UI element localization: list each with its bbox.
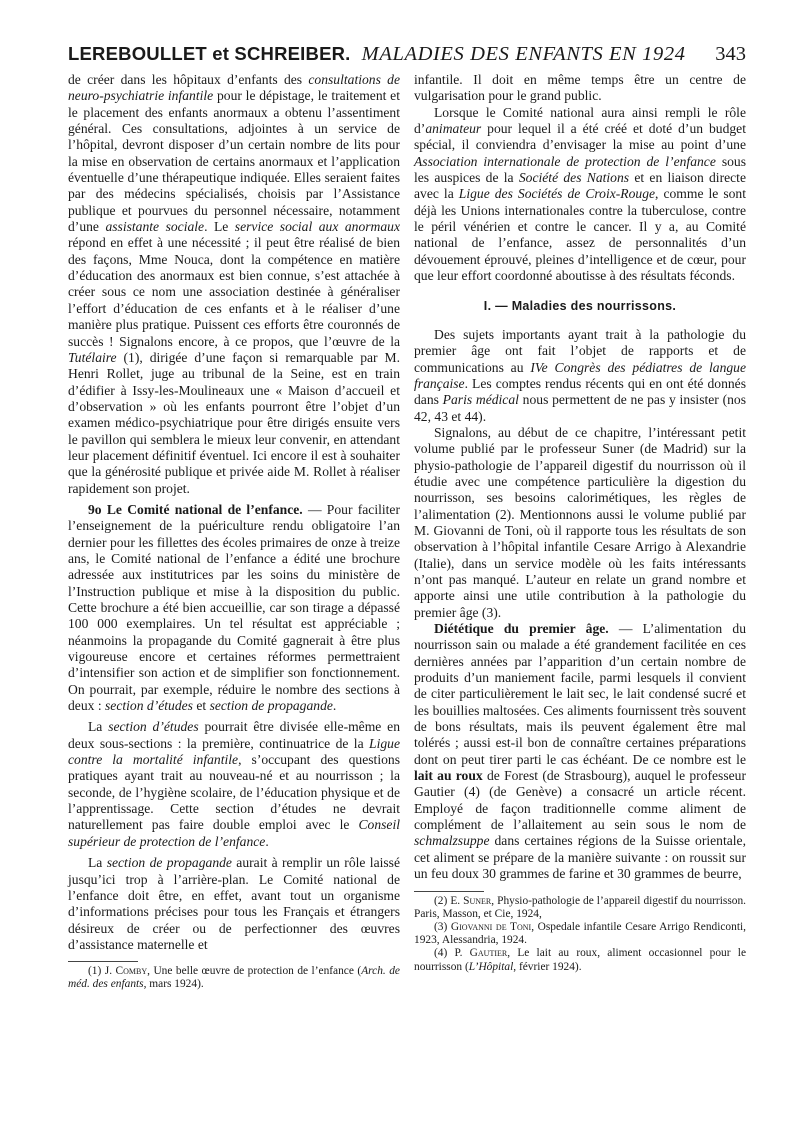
paragraph-signalons: Signalons, au début de ce chapitre, l’intéressant petit volume publié par le professeur Suner (de Madrid) sur la physio-pathologie de l’appareil digestif du nourrisson où il étudie avec une compétence particulière la digestion du nourrisson, ses besoins calorimétiques, les règles de l’alimentation (2). Mentionnons aussi le volume publié par M. Giovanni de Toni, où il rapporte tous les résultats de son observation à l’hôpital infantile Cesare Arrigo à Alexandrie (Italie), dans un service modèle où les faits intéressants n’ont pas manqué. L’auteur en relate un grand nombre et apporte ainsi une utile contribution à la pathologie du premier âge (3). [414, 424, 746, 620]
text-run: aurait à remplir un rôle laissé jusqu’ici trop à l’arrière-plan. Le Comité national de l’enfance doit être, en effet, avant tout un organisme d’informations précises pour tous les Français et étrangers désireux de créer ou de perfectionner des œuvres d’assistance maternelle et [68, 855, 401, 952]
bold-run: lait au roux [414, 768, 483, 784]
text-run: — Pour faciliter l’enseignement de la puériculture rendu obligatoire l’an dernier pour les fillettes des écoles primaires de onze à treize ans, le Comité national de l’enfance a édité une brochure adressée aux institutrices par les soins du ministère de l’Instruction publique et mise à la disposition du public. Cette brochure a été bien accueillie, car son tirage a dépassé 100 000 exemplaires. Un tel résultat est appréciable ; néanmoins la propagande du Comité gagnerait à être plus vigoureuse encore et certaines réformes permettraient d’intensifier son action et de simplifier son fonctionnement. On pourrait, par exemple, réduire le nombre des sections à deux : [68, 501, 400, 714]
italic-run: consultations de neuro-psychiatrie infantile [68, 72, 401, 104]
paragraph-association-internationale [414, 105, 746, 285]
footnote-divider [414, 891, 484, 892]
text-run: — L’alimentation du nourrisson sain ou malade a été grandement facilitée en ces dernières années par l’apparition d’un certain nombre de produits d’un maniement facile, parmi lesquels il convient de citer particulièrement le lait sec, le lait condensé sucré et les bouillies maltosées. Ces aliments fournissent très souvent de bons résultats, mais ils peuvent également être mal tolérés ; aussi est-il bon de connaître certaines préparations dont on peut tirer parti le cas échéant. De ce nombre est le [414, 621, 746, 767]
italic-run: Ligue des Sociétés de Croix-Rouge [458, 186, 656, 202]
italic-run: IVe Congrès des pédiatres de langue française [414, 359, 746, 391]
text-run: et en liaison directe avec la [414, 170, 746, 202]
page-number: 343 [715, 43, 746, 65]
paragraph-section-etudes [68, 719, 400, 850]
text-run: , Le lait au roux, aliment occasionnel pour le nourrisson ( [414, 947, 746, 973]
text-run: La [88, 719, 109, 735]
text-run: répond en effet à une nécessité ; il peut être réalisé de bien des façons, Mme Nouca, dont la compétence en matière d’éducation des anormaux est bien connue, s’est attachée à créer sous ce nom une association destinée à généraliser l’effort d’éducation de ces enfants et à le réaliser d’une manière plus pratique. Puissent ces efforts être couronnés de succès ! Signalons encore, à ce propos, que l’œuvre de la [68, 235, 400, 349]
italic-run: Arch. de méd. des enfants [68, 965, 400, 991]
text-run: , s’occupant des questions pratiques ayant trait au nouveau-né et au nourrisson ; la seconde, de l’hygiène scolaire, de l’éducation physique et de l’apprentissage. Cette section d’études ne devrait naturellement pas faire double emploi avec le [68, 752, 400, 833]
running-header [68, 42, 746, 68]
text-run: nous permettent de ne pas y insister (nos 42, 43 et 44). [414, 392, 746, 424]
text-run: sous les auspices de la [414, 153, 746, 186]
header-authors: LEREBOULLET et SCHREIBER. [68, 43, 351, 64]
text-run: , comme le sont déjà les Unions internationales contre la tuberculose, contre le péril vénérien et contre le cancer. Il y a, au Comité national de l’enfance, assez de personnalités d’un dévouement éprouvé, pleines d’intelligence et de cœur, pour que leur effort coordonné aboutisse à des résultats féconds. [414, 186, 747, 284]
italic-run: Ligue contre la mortalité infantile [68, 735, 400, 768]
text-run: . [332, 698, 337, 714]
text-run: pourrait être divisée elle-même en deux sous-sections : la première, continuatrice de la [68, 719, 400, 751]
text-run: de Forest (de Strasbourg), auquel le professeur Gautier (4) (de Genève) a consacré un article récent. Employé de façon traditionnelle comme aliment de complément de l’allaitement au sein sous le nom de [414, 768, 746, 833]
italic-run: service social aux anormaux [234, 219, 400, 235]
text-run: pour lequel il a été créé et doté d’un budget spécial, il conviendra d’envisager la mise au point d’une [414, 121, 746, 153]
italic-run: assistante sociale [105, 219, 205, 235]
text-run: (1), dirigée d’une façon si remarquable par M. Henri Rollet, juge au tribunal de la Seine, est en train d’édifier à Issy-les-Moulineaux une « Maison d’accueil et d’observation » où les enfants pourront être l’objet d’un examen médico-psychiatrique pour être dirigés ensuite vers le pavillon qui semblera le mieux leur convenir, en attendant leur placement définitif éventuel. Ici encore il est à souhaiter que la générosité publique et privée aide M. Rollet à réaliser rapidement son projet. [68, 349, 400, 496]
paragraph-congres [414, 327, 746, 425]
two-column-body [68, 72, 746, 992]
italic-run: section d’études [105, 698, 193, 714]
italic-run: schmalzsuppe [414, 833, 490, 849]
italic-run: L’Hôpital [468, 960, 514, 973]
footnote-author: J. Comby [104, 965, 148, 978]
italic-run: Société des Nations [518, 170, 630, 186]
text-run: (3) [434, 920, 451, 933]
text-run: (4) [434, 947, 455, 960]
text-run: . Le [204, 219, 235, 235]
text-run: , février 1924). [513, 960, 582, 973]
italic-run: Tutélaire [68, 349, 117, 365]
header-separator [351, 42, 356, 66]
text-run: et [192, 698, 210, 714]
section-heading: I. — Maladies des nourrissons. [483, 299, 677, 314]
footnote-4 [414, 947, 746, 973]
italic-run: Conseil supérieur de protection de l’enfance [68, 817, 400, 849]
text-run: pour le dépistage, le traitement et le placement des enfants anormaux a obtenu l’assentiment général. Ces consultations, adjointes à un service de l’hôpital, devront disposer d’un certain nombre de lits pour la mise en observation de certains anormaux et l’application éventuelle d’une thérapeutique indiquée. Elles seraient faites par des médecins spécialisés, choisis par l’Assistance publique et pourvues du personnel nécessaire, notamment d’une [68, 88, 400, 235]
footnote-author: E. Suner [450, 894, 492, 907]
paragraph-consultations [68, 72, 400, 497]
text-run: de créer dans les hôpitaux d’enfants des [68, 72, 309, 87]
italic-run: Association internationale de protection de l’enfance [414, 153, 716, 169]
left-column [68, 72, 400, 992]
italic-run: section de propagande [209, 698, 333, 714]
text-run: , Une belle œuvre de protection de l’enfance ( [147, 965, 362, 978]
right-column [414, 72, 746, 992]
header-title: MALADIES DES ENFANTS EN 1924 [361, 43, 686, 65]
footnote-divider [68, 961, 138, 962]
text-run: . Les comptes rendus récents qui en ont été donnés dans [414, 375, 746, 408]
text-run: . [265, 833, 269, 849]
text-run: , Ospedale infantile Cesare Arrigo Rendiconti, 1923, Alessandria, 1924. [414, 920, 746, 947]
text-run: Lorsque le Comité national aura ainsi rempli le rôle d’ [414, 104, 746, 137]
paragraph-continuation: infantile. Il doit en même temps être un centre de vulgarisation pour le grand public. [414, 72, 746, 104]
italic-run: Paris médical [442, 392, 519, 408]
italic-run: animateur [425, 121, 482, 137]
italic-run: section d’études [108, 719, 199, 735]
paragraph-lead: Diététique du premier âge. [434, 621, 609, 636]
paragraph-dietetique [414, 621, 746, 883]
footnote-3 [414, 921, 746, 947]
text-run: (1) [88, 965, 105, 978]
text-run: , Physio-pathologie de l’appareil digestif du nourrisson. Paris, Masson, et Cie, 1924, [414, 894, 746, 920]
text-run: , mars 1924). [143, 978, 204, 991]
text-run: dans certaines régions de la Suisse orientale, cet aliment se prépare de la manière suivante : on roussit sur un feu doux 30 grammes de farine et 30 grammes de beurre, [414, 833, 746, 882]
footnote-author: P. Gautier [454, 947, 508, 960]
paragraph-section-propagande [68, 855, 400, 953]
footnote-2 [414, 895, 746, 921]
text-run: La [88, 855, 107, 871]
text-run: Des sujets importants ayant trait à la pathologie du premier âge ont fait l’objet de rapports et de communications au [414, 326, 746, 375]
italic-run: section de propagande [106, 855, 232, 871]
footnote-author: Giovanni de Toni [450, 920, 532, 933]
text-run: (2) [434, 894, 451, 907]
paragraph-lead: 9o Le Comité national de l’enfance. [88, 501, 303, 517]
paragraph-comite-national [68, 502, 400, 714]
footnote-1 [68, 965, 400, 991]
